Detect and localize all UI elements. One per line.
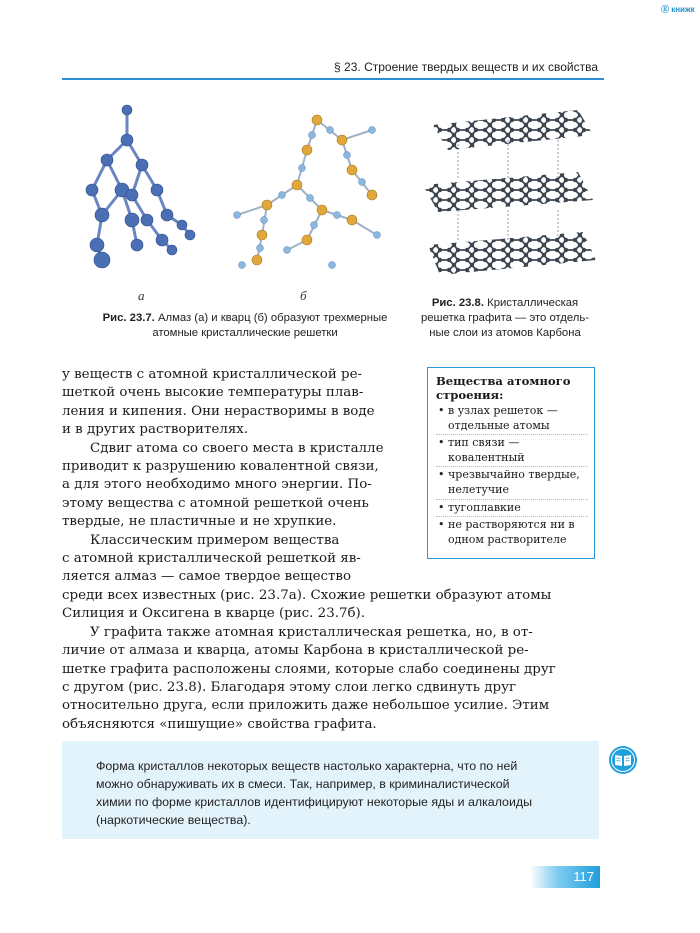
body-line: У графита также атомная кристаллическая решетка, но, в от-	[90, 624, 533, 640]
body-text-upper	[62, 366, 410, 587]
body-line: приводит к разрушению ковалентной связи,	[62, 459, 379, 475]
body-line: шеткой очень высокие температуры плав-	[62, 385, 364, 401]
body-line: а для этого необходимо много энергии. По-	[62, 477, 372, 493]
crystal-forms-note	[62, 741, 599, 839]
infobox-item: • тугоплавкие	[436, 501, 588, 518]
note-line: Форма кристаллов некоторых веществ настолько характерна, что по ней	[96, 759, 518, 773]
figure-label-b: б	[300, 288, 307, 303]
infobox-item: • чрезвычайно твердые, нелетучие	[436, 468, 588, 499]
figure-23-8-caption	[410, 296, 600, 341]
page-number-badge	[530, 866, 600, 888]
infobox-title-line2: строения:	[436, 388, 504, 402]
body-line: твердые, не пластичные и не хрупкие.	[62, 514, 337, 530]
body-line: этому вещества с атомной решеткой очень	[62, 495, 369, 511]
infobox-item: • в узлах решеток — отдельные атомы	[436, 404, 588, 435]
figure-23-7-number: Рис. 23.7.	[102, 312, 155, 324]
figure-label-a: а	[138, 288, 145, 303]
page-header-title: § 23. Строение твердых веществ и их свойства	[334, 60, 598, 74]
infobox-title	[436, 374, 588, 402]
note-line: химии по форме кристаллов идентифицируют некоторые яды и алкалоиды	[96, 795, 533, 809]
figure-23-8-caption-line1: Кристаллическая	[487, 297, 579, 309]
publisher-logo: Ⓔ книжк	[661, 5, 695, 14]
figure-23-8-caption-line2: решетка графита — это отдель-	[420, 312, 590, 324]
figure-23-7-caption	[85, 311, 405, 341]
body-line: личие от алмаза и кварца, атомы Карбона в кристаллической ре-	[62, 643, 529, 659]
infobox-title-line1: Вещества атомного	[436, 374, 571, 388]
figure-23-8-number: Рис. 23.8.	[431, 297, 484, 309]
body-line: объясняются «пишущие» свойства графита.	[62, 716, 377, 732]
body-line: Силиция и Оксигена в кварце (рис. 23.7б).	[62, 606, 366, 622]
infobox-item: • тип связи — ковалентный	[436, 436, 588, 467]
body-line: и в других растворителях.	[62, 422, 249, 438]
figure-23-7-caption-line1: Алмаз (а) и кварц (б) образуют трехмерные	[157, 312, 388, 324]
page-number: 117	[573, 869, 594, 884]
note-line: можно обнаруживать их в смеси. Так, например, в криминалистической	[96, 777, 510, 791]
body-line: Сдвиг атома со своего места в кристалле	[90, 440, 384, 456]
figure-23-8-caption-line3: ные слои из атомов Карбона	[429, 327, 581, 339]
infobox-list	[436, 404, 588, 548]
body-text-lower	[62, 587, 598, 734]
book-icon	[608, 745, 638, 775]
graphite-lattice-illustration	[418, 100, 598, 285]
note-line: (наркотические вещества).	[96, 813, 251, 827]
body-line: ления и кипения. Они нерастворимы в воде	[62, 403, 375, 419]
body-line: шетке графита расположены слоями, которые слабо соединены друг	[62, 661, 556, 677]
quartz-lattice-illustration	[212, 100, 397, 280]
body-line: у веществ с атомной кристаллической ре-	[62, 367, 363, 382]
body-line: Классическим примером вещества	[90, 532, 340, 548]
body-line: с другом (рис. 23.8). Благодаря этому слои легко сдвинуть друг	[62, 680, 516, 696]
body-line: относительно друга, если приложить даже небольшое усилие. Этим	[62, 698, 550, 714]
header-divider	[62, 78, 604, 80]
body-line: с атомной кристаллической решеткой яв-	[62, 551, 361, 567]
atomic-substances-infobox	[427, 367, 595, 559]
figure-23-7-caption-line2: атомные кристаллические решетки	[152, 327, 338, 339]
infobox-item: • не растворяются ни в одном растворителе	[436, 518, 588, 548]
body-line: среди всех известных (рис. 23.7а). Схожие решетки образуют атомы	[62, 588, 552, 603]
diamond-lattice-illustration	[72, 100, 202, 280]
body-line: ляется алмаз — самое твердое вещество	[62, 569, 352, 585]
